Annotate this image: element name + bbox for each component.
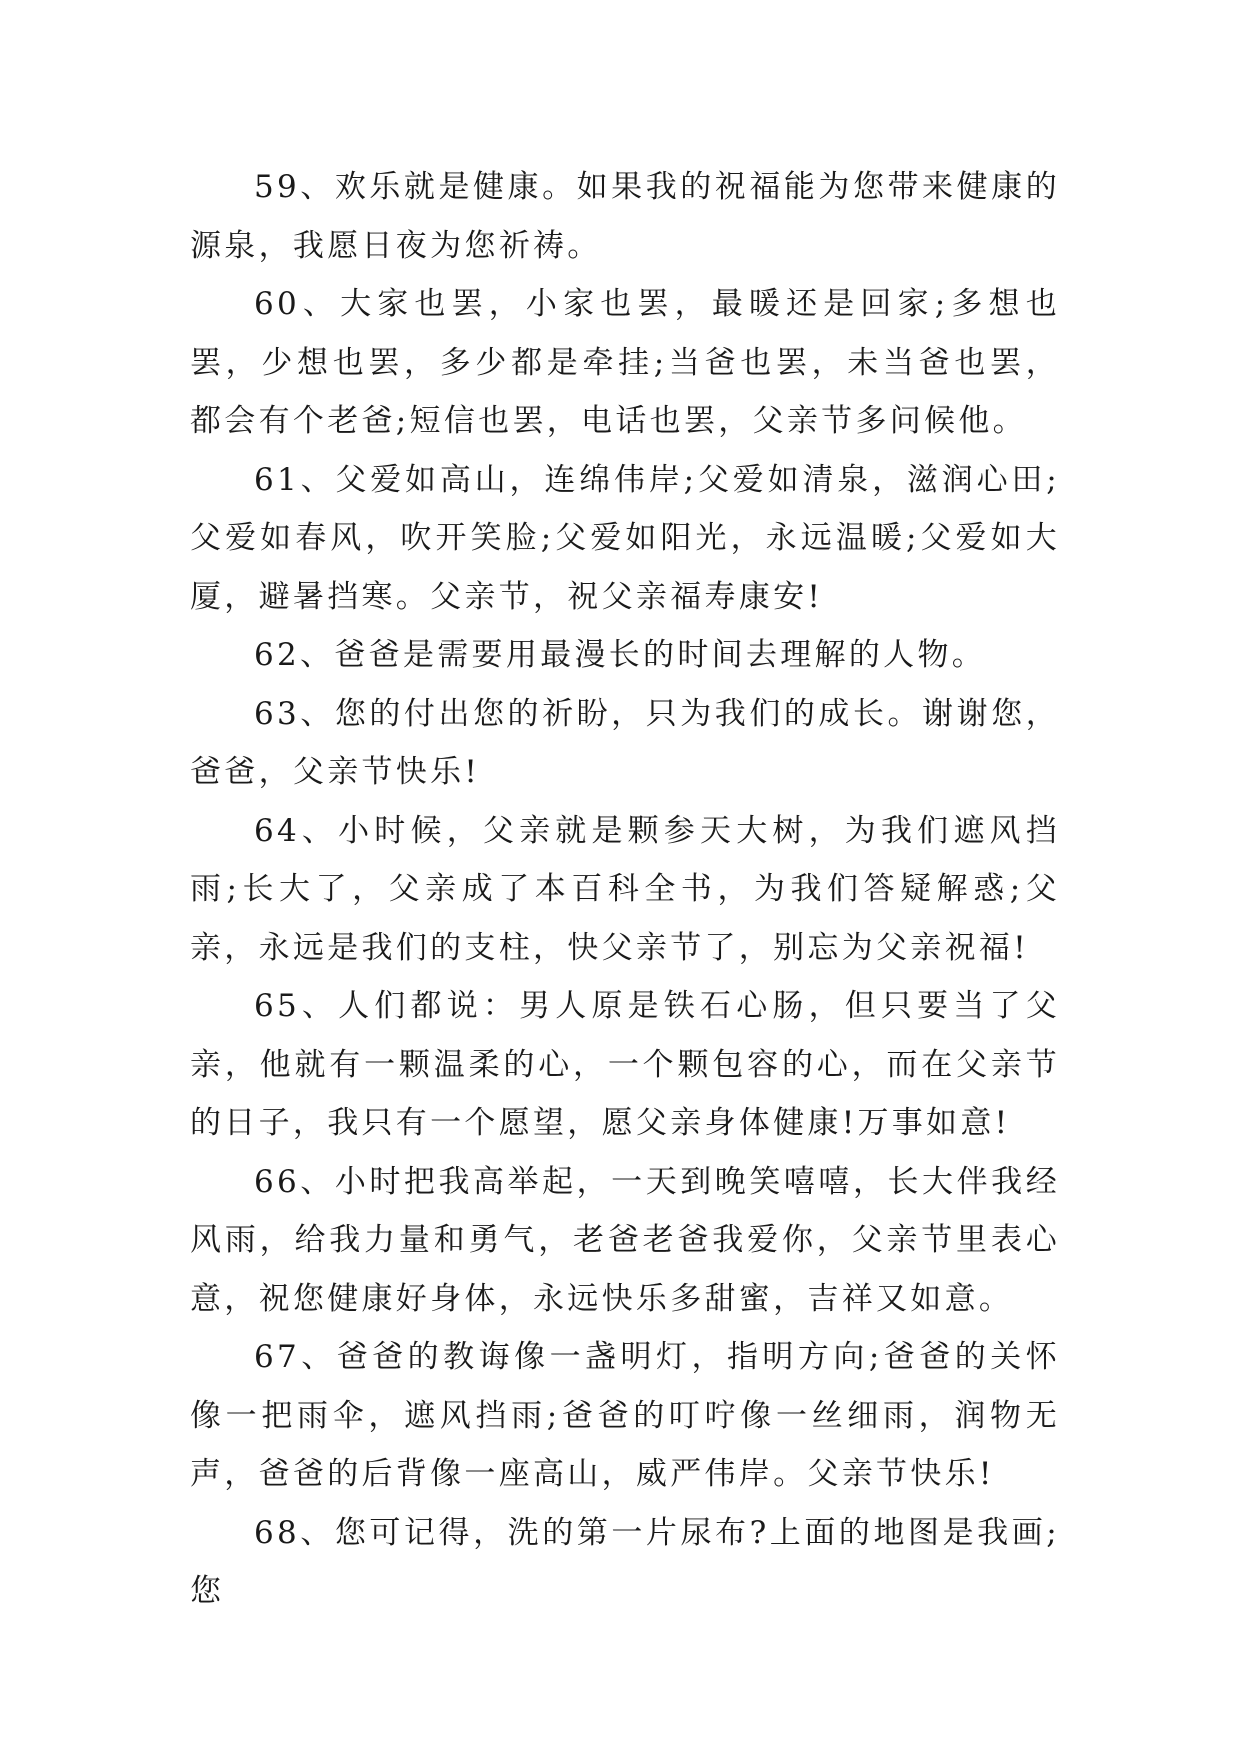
paragraph-67: 67、爸爸的教诲像一盏明灯，指明方向;爸爸的关怀像一把雨伞，遮风挡雨;爸爸的叮咛像一丝细雨，润物无声，爸爸的后背像一座高山，威严伟岸。父亲节快乐! (190, 1339, 1060, 1492)
document-body (190, 158, 1060, 1621)
paragraph-62: 62、爸爸是需要用最漫长的时间去理解的人物。 (254, 637, 987, 673)
paragraph-63: 63、您的付出您的祈盼，只为我们的成长。谢谢您，爸爸，父亲节快乐! (190, 695, 1060, 790)
paragraph-66: 66、小时把我高举起，一天到晚笑嘻嘻，长大伴我经风雨，给我力量和勇气，老爸老爸我爱你，父亲节里表心意，祝您健康好身体，永远快乐多甜蜜，吉祥又如意。 (190, 1163, 1060, 1317)
paragraph-68: 68、您可记得，洗的第一片尿布?上面的地图是我画;您 (190, 1514, 1060, 1609)
paragraph-64: 64、小时候，父亲就是颗参天大树，为我们遮风挡雨;长大了，父亲成了本百科全书，为我们答疑解惑;父亲，永远是我们的支柱，快父亲节了，别忘为父亲祝福! (190, 812, 1060, 966)
paragraph-65: 65、人们都说：男人原是铁石心肠，但只要当了父亲，他就有一颗温柔的心，一个颗包容的心，而在父亲节的日子，我只有一个愿望，愿父亲身体健康!万事如意! (190, 988, 1060, 1141)
paragraph-60: 60、大家也罢，小家也罢，最暖还是回家;多想也罢，少想也罢，多少都是牵挂;当爸也罢，未当爸也罢，都会有个老爸;短信也罢，电话也罢，父亲节多问候他。 (190, 286, 1060, 439)
paragraph-59: 59、欢乐就是健康。如果我的祝福能为您带来健康的源泉，我愿日夜为您祈祷。 (190, 169, 1060, 264)
paragraph-61: 61、父爱如高山，连绵伟岸;父爱如清泉，滋润心田;父爱如春风，吹开笑脸;父爱如阳光，永远温暖;父爱如大厦，避暑挡寒。父亲节，祝父亲福寿康安! (190, 461, 1060, 615)
